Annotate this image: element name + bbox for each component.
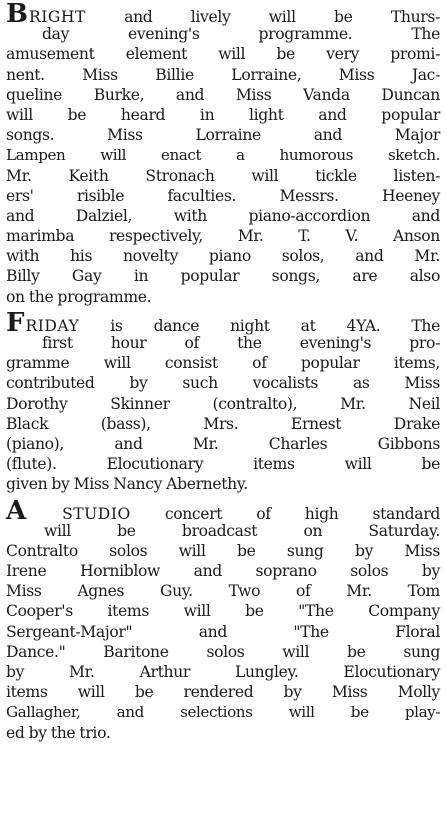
text-line: Dance." Baritone solos will be sung [6,642,440,661]
text-line: on the programme. [6,287,152,306]
text-line: Billy Gay in popular songs, are also [6,267,440,286]
drop-cap: F [6,307,25,338]
text-line: Black (bass), Mrs. Ernest Drake [6,414,440,433]
text-line: Miss Agnes Guy. Two of Mr. Tom [6,582,440,601]
text-line: Mr. Keith Stronach will tickle listen- [6,166,440,185]
text-line: Dorothy Skinner (contralto), Mr. Neil [6,394,440,413]
paragraph-saturday [6,495,440,743]
text-line: ed by the trio. [6,723,111,742]
text-line: Gallagher, and selections will be play- [6,703,440,722]
text-line: will be heard in light and popular [6,105,440,124]
text-line: with his novelty piano solos, and Mr. [6,247,440,266]
text-line [6,0,440,29]
text-line [6,307,440,338]
text-line: amusement element will be very promi- [6,45,440,64]
text-line: first hour of the evening's pro- [42,334,440,352]
text-line: gramme will consist of popular items, [6,354,440,373]
text-line: (piano), and Mr. Charles Gibbons [6,434,440,453]
text-line: given by Miss Nancy Abernethy. [6,475,248,494]
drop-cap-rest: RIGHT [28,8,86,26]
text-line [6,495,440,526]
text-line: Cooper's items will be "The Company [6,602,440,621]
text-line: items will be rendered by Miss Molly [6,683,440,702]
drop-cap-rest: RIDAY [25,316,80,335]
line-rest: and lively will be Thurs- [85,8,440,26]
text-line: Sergeant-Major" and "The Floral [6,622,440,641]
text-line: and Dalziel, with piano-accordion and [6,206,440,225]
text-line: Irene Horniblow and soprano solos by [6,562,440,581]
article-column [6,0,440,749]
text-line: ers' risible faculties. Messrs. Heeney [6,186,440,205]
paragraph-friday [6,307,440,495]
text-line: queline Burke, and Miss Vanda Duncan [6,85,440,104]
text-line: (flute). Elocutionary items will be [6,455,440,474]
text-line: marimba respectively, Mr. T. V. Anson [6,227,440,246]
drop-cap: A [6,495,27,526]
text-line: Contralto solos will be sung by Miss [6,541,440,560]
line-rest: concert of high standard [130,504,440,523]
text-line: Lampen will enact a humorous sketch. [6,146,440,165]
text-line: songs. Miss Lorraine and Major [6,126,440,145]
text-line: will be broadcast on Saturday. [44,521,440,540]
drop-cap: B [6,0,28,29]
text-line: day evening's programme. The [42,25,440,44]
text-line: nent. Miss Billie Lorraine, Miss Jac- [6,65,440,84]
paragraph-thursday [6,0,440,307]
drop-cap-rest: STUDIO [27,504,131,523]
text-line: contributed by such vocalists as Miss [6,374,440,393]
line-rest: is dance night at 4YA. The [79,316,440,335]
text-line: by Mr. Arthur Lungley. Elocutionary [6,663,440,681]
